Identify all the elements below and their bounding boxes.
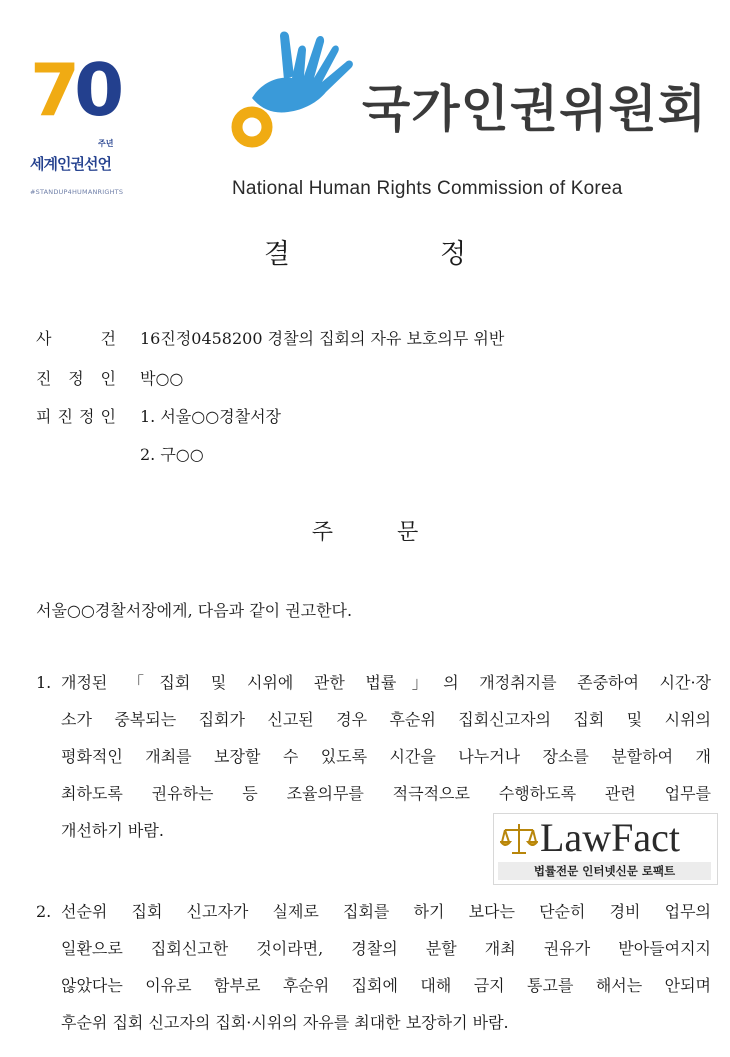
item-line: 후순위 집회 신고자의 집회·시위의 자유를 최대한 보장하기 바람.: [61, 1013, 509, 1032]
udhr-70-anniversary-logo: [28, 48, 153, 205]
item-line: 평화적인 개최를 보장할 수 있도록 시간을 나누거나 장소를 분할하여 개: [61, 747, 711, 766]
case-label: 피 진 정 인: [36, 407, 116, 426]
hand-and-circle-emblem-icon: [222, 30, 372, 150]
hashtag-label: #STANDUP4HUMANRIGHTS: [30, 188, 124, 196]
item-line: 소가 중복되는 집회가 신고된 경우 후순위 집회신고자의 집회 및 시위의: [61, 710, 711, 729]
watermark-tagline: 법률전문 인터넷신문 로팩트: [498, 862, 711, 880]
case-label: 사 건: [36, 329, 116, 348]
case-value: 박○○: [140, 369, 184, 388]
lawfact-watermark: [493, 813, 718, 885]
commission-name-english: National Human Rights Commission of Korea: [232, 178, 623, 199]
item-number: 2.: [36, 902, 52, 921]
document-title: 결정: [263, 239, 617, 270]
watermark-brand: LawFact: [540, 815, 680, 860]
item-number: 1.: [36, 673, 52, 692]
item-line: 않았다는 이유로 함부로 후순위 집회에 대해 금지 통고를 해서는 안되며: [61, 976, 711, 995]
item-line: 개선하기 바람.: [61, 821, 164, 840]
case-value: 16진정0458200 경찰의 집회의 자유 보호의무 위반: [140, 329, 505, 348]
anniversary-label: 주년: [98, 139, 114, 148]
section-title: 주문: [311, 520, 483, 545]
case-value: 1. 서울○○경찰서장: [140, 407, 282, 426]
commission-name-korean: 국가인권위원회: [362, 80, 708, 138]
item-line: 개정된 「집회 및 시위에 관한 법률」의 개정취지를 존중하여 시간·장: [61, 673, 711, 692]
case-value: 2. 구○○: [140, 445, 204, 464]
recommendation-intro: 서울○○경찰서장에게, 다음과 같이 권고한다.: [36, 601, 353, 620]
item-line: 선순위 집회 신고자가 실제로 집회를 하기 보다는 단순히 경비 업무의: [61, 902, 711, 921]
item-line: 최하도록 권유하는 등 조율의무를 적극적으로 수행하도록 관련 업무를: [61, 784, 711, 803]
anniversary-number: 70: [30, 48, 119, 132]
declaration-label: 세계인권선언: [30, 155, 111, 173]
item-line: 일환으로 집회신고한 것이라면, 경찰의 분할 개최 권유가 받아들여지지: [61, 939, 711, 958]
case-label: 진 정 인: [36, 369, 116, 388]
scales-of-justice-icon: [500, 820, 538, 858]
